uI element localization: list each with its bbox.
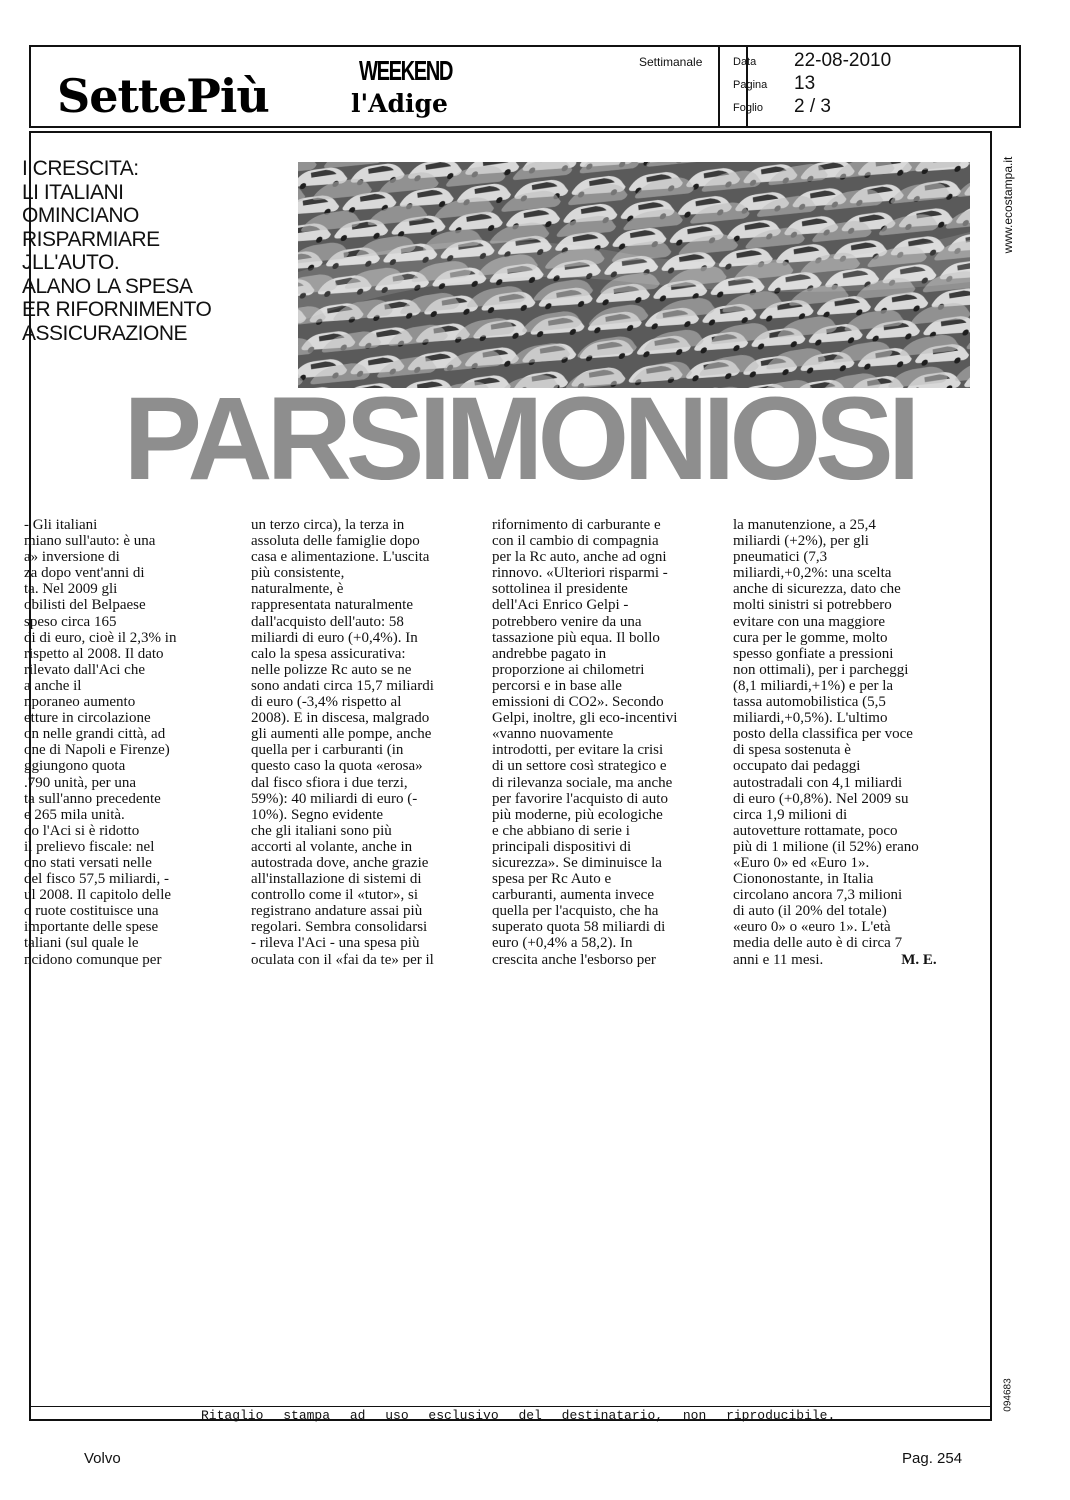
text-line: tassa automobilistica (5,5 xyxy=(733,694,886,711)
text-line: circa 1,9 milioni di xyxy=(733,806,848,823)
text-line: che gli italiani sono più xyxy=(251,822,392,839)
settepiu-logo: SettePiù xyxy=(57,69,269,123)
text-line: e 265 mila unità. xyxy=(24,806,125,823)
clip-code: 094683 xyxy=(1002,1378,1014,1412)
text-line: rappresentata naturalmente xyxy=(251,597,413,614)
text-line: quella per i carburanti (in xyxy=(251,742,404,759)
text-line: posto della classifica per voce xyxy=(733,726,913,743)
text-line: «Euro 0» ed «Euro 1». xyxy=(733,854,870,871)
deck-line: ER RIFORNIMENTO xyxy=(22,298,212,321)
text-line: molti sinistri si potrebbero xyxy=(733,597,892,614)
text-line: quella per l'acquisto, che ha xyxy=(492,903,659,920)
text-line: a anche il xyxy=(24,677,82,694)
text-line: dell'Aci Enrico Gelpi - xyxy=(492,597,629,614)
text-line: sottolinea il presidente xyxy=(492,581,628,598)
text-line: 10%). Segno evidente xyxy=(251,806,384,823)
text-line: Gelpi, inoltre, gli eco-incentivi xyxy=(492,710,678,727)
text-line: 59%): 40 miliardi di euro (- xyxy=(251,790,418,807)
article-deck xyxy=(22,157,292,345)
text-line: casa e alimentazione. L'uscita xyxy=(251,549,430,566)
text-line: media delle auto è di circa 7 xyxy=(733,935,903,952)
text-line: regolari. Sembra consolidarsi xyxy=(251,919,428,936)
text-line: crescita anche l'esborso per xyxy=(492,951,656,968)
deck-line: I CRESCITA: xyxy=(22,157,139,180)
text-line: miano sull'auto: è una xyxy=(24,533,156,550)
text-line: rinnovo. «Ulteriori risparmi - xyxy=(492,565,668,582)
text-line: non ottimali), per i parcheggi xyxy=(733,661,909,678)
text-line: assoluta delle famiglie dopo xyxy=(251,533,420,550)
text-line: percorsi e in base alle xyxy=(492,677,622,694)
text-line: ta sull'anno precedente xyxy=(24,790,161,807)
text-line: 2008). E in discesa, malgrado xyxy=(251,710,430,727)
text-line: oculata con il «fai da te» per il xyxy=(251,951,434,968)
text-line: dall'acquisto dell'auto: 58 xyxy=(251,613,404,630)
text-line: nporaneo aumento xyxy=(24,694,136,711)
text-line: - Gli italiani xyxy=(24,517,98,533)
text-line: (8,1 miliardi,+1%) e per la xyxy=(733,677,894,694)
page-value: 13 xyxy=(794,73,816,94)
text-line: carburanti, aumenta invece xyxy=(492,887,654,904)
text-line: speso circa 165 xyxy=(24,613,117,630)
sheet-value: 2 / 3 xyxy=(794,96,831,117)
text-line: superato quota 58 miliardi di xyxy=(492,919,666,936)
text-line: miliardi (+2%), per gli xyxy=(733,533,869,550)
text-line: di euro (-3,4% rispetto al xyxy=(251,694,402,711)
text-line: per favorire l'acquisto di auto xyxy=(492,790,668,807)
text-line: la manutenzione, a 25,4 xyxy=(733,517,876,533)
text-line: miliardi,+0,2%: una scelta xyxy=(733,565,892,582)
text-line: con il cambio di compagnia xyxy=(492,533,659,550)
text-line: più moderne, più ecologiche xyxy=(492,806,663,823)
article-column-4 xyxy=(733,517,953,968)
text-line: accorti al volante, anche in xyxy=(251,838,413,855)
text-line: miliardi di euro (+0,4%). In xyxy=(251,629,418,646)
text-line: gli aumenti alle pompe, anche xyxy=(251,726,432,743)
page-number: Pag. 254 xyxy=(902,1450,963,1467)
sheet-label: Foglio xyxy=(733,102,763,114)
text-line: .790 unità, per una xyxy=(24,774,137,791)
text-line xyxy=(733,952,953,968)
text-line: il prelievo fiscale: nel xyxy=(24,838,155,855)
frequency-label: Settimanale xyxy=(639,55,703,69)
text-line: obilisti del Belpaese xyxy=(24,597,146,614)
text-line: all'installazione di sistemi di xyxy=(251,871,422,888)
text-line: questo caso la quota «erosa» xyxy=(251,758,423,775)
text-line: di euro (+0,8%). Nel 2009 su xyxy=(733,790,909,807)
text-line: occupato dai pedaggi xyxy=(733,758,861,775)
text-line: di auto (il 20% del totale) xyxy=(733,903,887,920)
text-line: di un settore così strategico e xyxy=(492,758,667,775)
client-name: Volvo xyxy=(84,1450,121,1467)
text-line: «euro 0» o «euro 1». L'età xyxy=(733,919,891,936)
text-line: autostrada dove, anche grazie xyxy=(251,854,429,871)
text-line: dal fisco sfiora i due terzi, xyxy=(251,774,408,791)
text-line: e che abbiano di serie i xyxy=(492,822,630,839)
text-line: ono stati versati nelle xyxy=(24,854,152,871)
text-line: principali dispositivi di xyxy=(492,838,632,855)
text-line: controllo come il «tutor», si xyxy=(251,887,419,904)
text-line: rispetto al 2008. Il dato xyxy=(24,645,164,662)
text-line: euro (+0,4% a 58,2). In xyxy=(492,935,633,952)
parked-cars-photo xyxy=(298,162,970,388)
text-line: ggiungono quota xyxy=(24,758,126,775)
text-line: spesa per Rc Auto e xyxy=(492,871,612,888)
text-line: più consistente, xyxy=(251,565,345,582)
text-line: rifornimento di carburante e xyxy=(492,517,661,533)
text-line: autostradali con 4,1 miliardi xyxy=(733,774,903,791)
text-line: sicurezza». Se diminuisce la xyxy=(492,854,662,871)
deck-line: ALANO LA SPESA xyxy=(22,274,193,298)
text-line: «vanno nuovamente xyxy=(492,726,614,743)
text-line: evitare con una maggiore xyxy=(733,613,886,630)
deck-line: OMINCIANO xyxy=(22,204,139,227)
deck-line: LI ITALIANI xyxy=(22,180,124,204)
text-line: naturalmente, è xyxy=(251,581,344,598)
text-line: etture in circolazione xyxy=(24,710,151,727)
date-value: 22-08-2010 xyxy=(794,50,892,71)
author-signature: M. E. xyxy=(901,951,937,968)
text-line: più di 1 milione (il 52%) erano xyxy=(733,838,919,855)
article-column-3 xyxy=(492,517,712,968)
text-line: introdotti, per evitare la crisi xyxy=(492,742,664,759)
text-line: tassazione più equa. Il bollo xyxy=(492,629,660,646)
text-line: za dopo vent'anni di xyxy=(24,565,145,582)
text-line: pneumatici (7,3 xyxy=(733,549,828,566)
text-line: miliardi,+0,5%). L'ultimo xyxy=(733,710,888,727)
text-line: one di Napoli e Firenze) xyxy=(24,742,170,759)
text-line: importante delle spese xyxy=(24,919,159,936)
text-line: di di euro, cioè il 2,3% in xyxy=(24,629,177,646)
text-line: registrano andature assai più xyxy=(251,903,423,920)
deck-line: JLL'AUTO. xyxy=(22,251,120,274)
text-line: do l'Aci si è ridotto xyxy=(24,822,140,839)
article-column-1 xyxy=(24,517,231,968)
date-label: Data xyxy=(733,56,757,68)
deck-line: ASSICURAZIONE xyxy=(22,321,188,345)
text-line: ta. Nel 2009 gli xyxy=(24,581,118,598)
text-line: emissioni di CO2». Secondo xyxy=(492,694,664,711)
weekend-label: WEEKEND xyxy=(359,55,452,86)
text-line: on nelle grandi città, ad xyxy=(24,726,166,743)
text-line: nelle polizze Rc auto se ne xyxy=(251,661,412,678)
text-line: Ciononostante, in Italia xyxy=(733,871,874,888)
ecostampa-url: www.ecostampa.it xyxy=(1001,156,1015,254)
text-line: a» inversione di xyxy=(24,549,120,566)
text-line: circolano ancora 7,3 milioni xyxy=(733,887,903,904)
deck-line: RISPARMIARE xyxy=(22,227,160,251)
article-frame xyxy=(22,131,992,1423)
reproduction-notice: Ritaglio stampa ad uso esclusivo del destinatario, non riproducibile. xyxy=(201,1408,836,1423)
text-line: sono andati circa 15,7 miliardi xyxy=(251,677,434,694)
text-line: ncidono comunque per xyxy=(24,951,162,968)
text-line: proporzione ai chilometri xyxy=(492,661,645,678)
headline: PARSIMONIOSI xyxy=(123,373,915,505)
text-line: autovetture rottamate, poco xyxy=(733,822,898,839)
text-line: taliani (sul quale le xyxy=(24,935,139,952)
text-line: potrebbero venire da una xyxy=(492,613,642,630)
text-line-end: anni e 11 mesi. xyxy=(733,951,824,968)
article-column-2 xyxy=(251,517,471,968)
page-label: Pagina xyxy=(733,79,768,91)
text-line: andrebbe pagato in xyxy=(492,645,607,662)
text-line: di rilevanza sociale, ma anche xyxy=(492,774,673,791)
text-line: per la Rc auto, anche ad ogni xyxy=(492,549,667,566)
text-line: - rileva l'Aci - una spesa più xyxy=(251,935,420,952)
text-line: ul 2008. Il capitolo delle xyxy=(24,887,172,904)
text-line: di spesa sostenuta è xyxy=(733,742,851,759)
text-line: o ruote costituisce una xyxy=(24,903,159,920)
text-line: calo la spesa assicurativa: xyxy=(251,645,406,662)
text-line: cura per le gomme, molto xyxy=(733,629,888,646)
masthead-box xyxy=(29,45,1021,128)
text-line: rilevato dall'Aci che xyxy=(24,661,145,678)
header-divider xyxy=(718,47,720,126)
text-line: del fisco 57,5 miliardi, - xyxy=(24,871,169,888)
newspaper-name: l'Adige xyxy=(351,89,448,118)
text-line: spesso gonfiate a pressioni xyxy=(733,645,894,662)
text-line: un terzo circa), la terza in xyxy=(251,517,405,533)
text-line: anche di sicurezza, dato che xyxy=(733,581,901,598)
